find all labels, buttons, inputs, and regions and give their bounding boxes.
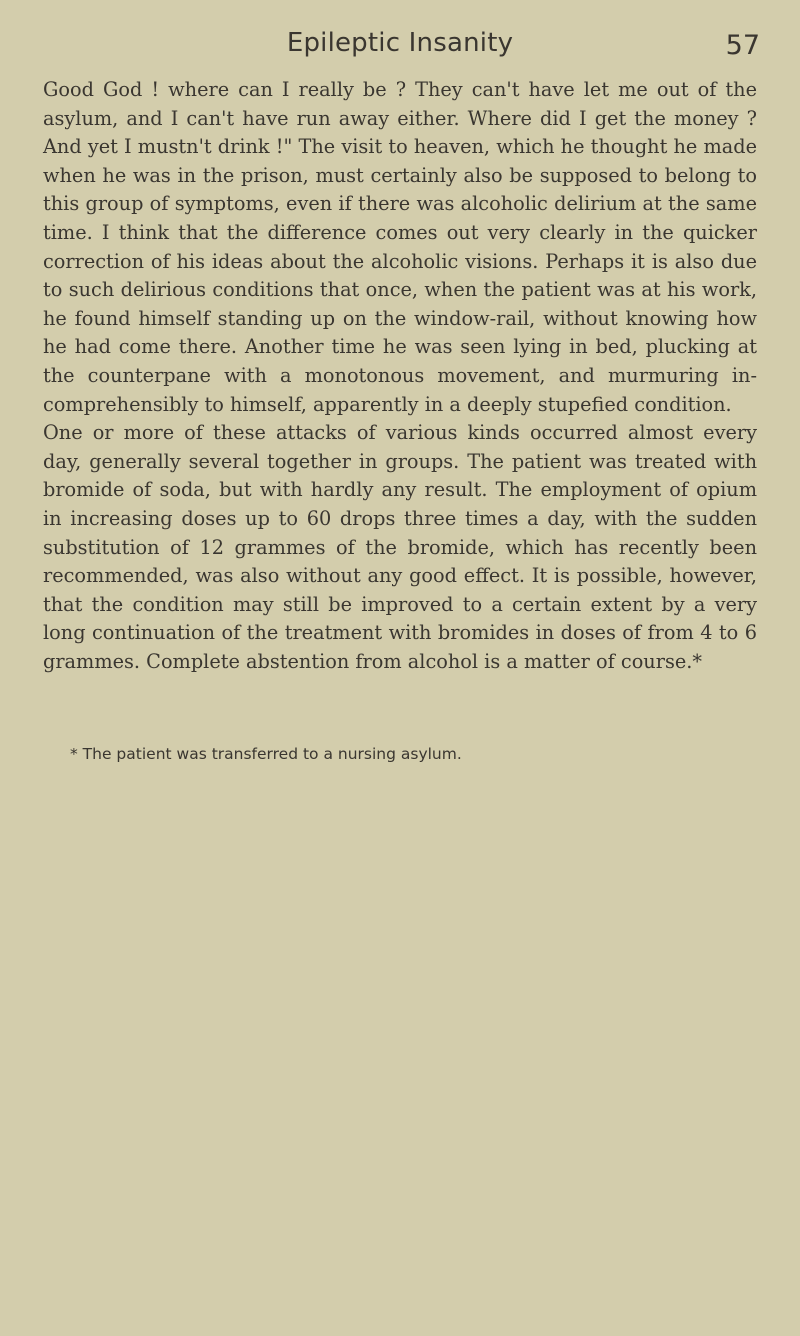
page-number: 57 (725, 30, 760, 61)
page-header (40, 28, 760, 68)
footnote: * The patient was transferred to a nursing asylum. (70, 745, 462, 763)
running-head-title: Epileptic Insanity (286, 28, 514, 58)
paragraph-1: Good God ! where can I really be ? They can't have let me out of the asylum, and I can't have run away either. Where did I get the money ? And yet I mustn't drink !" The visit to heaven, which he thought he made when he was in the prison, must certainly also be supposed to belong to this group of symptoms, even if there was alcoholic delirium at the same time. I think that the difference comes out very clearly in the quicker correction of his ideas about the alcoholic visions. Perhaps it is also due to such delirious conditions that once, when the patient was at his work, he found himself standing up on the window-rail, without knowing how he had come there. Another time he was seen lying in bed, plucking at the counterpane with a monotonous movement, and murmuring incomprehensibly to himself, apparently in a deeply stupefied condition. (43, 78, 757, 416)
body-text (43, 76, 757, 676)
paragraph-2: One or more of these attacks of various kinds occurred almost every day, generally several together in groups. The patient was treated with bromide of soda, but with hardly any result. The employment of opium in increasing doses up to 60 drops three times a day, with the sudden substitution of 12 grammes of the bromide, which has recently been recommended, was also without any good effect. It is possible, however, that the condition may still be improved to a certain extent by a very long continuation of the treatment with bromides in doses of from 4 to 6 grammes. Complete abstention from alcohol is a matter of course.* (43, 421, 757, 673)
